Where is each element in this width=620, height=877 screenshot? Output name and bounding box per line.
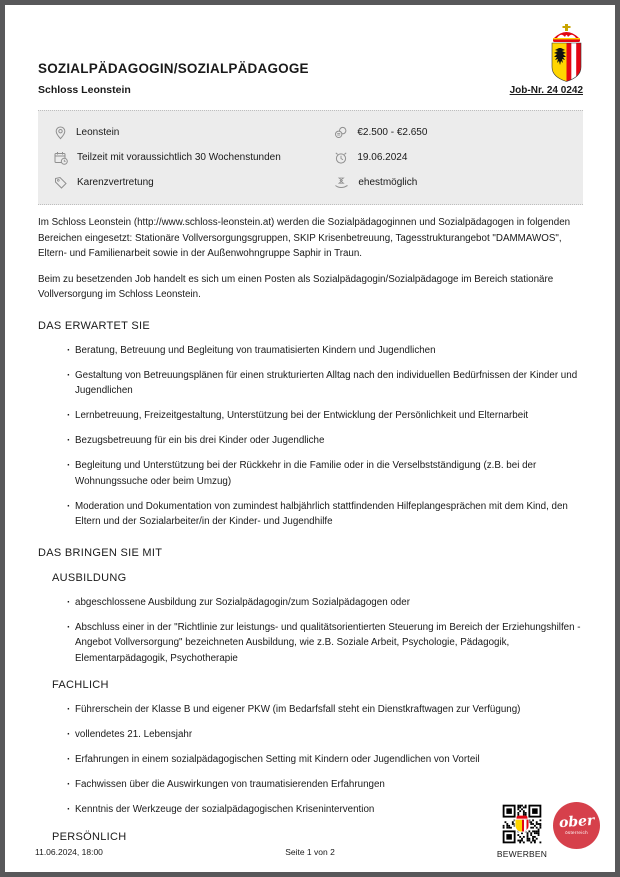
- fact-contract: [54, 176, 334, 189]
- section-heading-bringen: DAS BRINGEN SIE MIT: [38, 546, 163, 559]
- list-item: · Lernbetreuung, Freizeitgestaltung, Unterstützung bei der Entwicklung der Persönlichkeit und Elternarbeit: [38, 408, 583, 424]
- list-item: · vollendetes 21. Lebensjahr: [38, 727, 583, 743]
- alarm-clock-icon: [334, 151, 348, 165]
- calendar-clock-icon: [54, 151, 68, 165]
- list-item: · Moderation und Dokumentation von zumindest halbjährlich stattfindenden Hilfeplangesprächen mit dem Kind, den Eltern und der Sozialarbeiter/in der Kinder- und Jugendhilfe: [38, 499, 583, 530]
- tag-icon: [54, 176, 68, 189]
- erwartet-bullet-list: [38, 343, 583, 530]
- page-title: SOZIALPÄDAGOGIN/SOZIALPÄDAGOGE: [38, 61, 309, 76]
- intro-paragraph-1: Im Schloss Leonstein (http://www.schloss-leonstein.at) werden die Sozialpädagoginnen und Sozialpädagogen in folgenden Bereichen eingesetzt: Stationäre Vollversorgungsgruppen, SKIP Krisenbetreuung, Tagesstrukturangebot "DAMMAWOS", Eltern- und Familienarbeit sowie in der Außenwohngruppe Saphir in Traun.: [38, 217, 571, 259]
- intro-paragraph-2: Beim zu besetzenden Job handelt es sich um einen Posten als Sozialpädagogin/Sozialpädagoge im Bereich stationäre Vollversorgung im Schloss Leonstein.: [38, 273, 554, 300]
- fact-date-text: 19.06.2024: [357, 152, 408, 163]
- fact-salary-text: €2.500 - €2.650: [357, 127, 428, 138]
- footer-datetime: 11.06.2024, 18:00: [35, 847, 103, 857]
- fact-date: [334, 151, 583, 165]
- qr-center-coat-of-arms-icon: [516, 816, 529, 832]
- qr-code[interactable]: [499, 801, 545, 847]
- employer-name: Schloss Leonstein: [38, 84, 131, 96]
- page-indicator: Seite 1 von 2: [285, 847, 335, 857]
- list-item: · Begleitung und Unterstützung bei der Rückkehr in die Familie oder in die Verselbstständigung (z.B. bei der Wohnungssuche oder beim Umzug): [38, 458, 583, 489]
- list-item: · Abschluss einer in der "Richtlinie zur leistungs- und qualitätsorientierten Steuerung im Bereich der Erziehungshilfen - Angebot Vollversorgung" bezeichneten Ausbildung, wie z.B. Soziale Arbeit, Psychologie, Pädagogik, Elementarpädagogik, Psychotherapie: [38, 620, 583, 667]
- fact-contract-text: Karenzvertretung: [77, 177, 154, 188]
- list-item: · abgeschlossene Ausbildung zur Sozialpädagogin/zum Sozialpädagogen oder: [38, 595, 583, 611]
- fact-worktime-text: Teilzeit mit voraussichtlich 30 Wochenstunden: [77, 152, 281, 163]
- apply-label: BEWERBEN: [496, 849, 548, 859]
- subsection-heading-fachlich: FACHLICH: [52, 679, 109, 691]
- fact-location: [54, 126, 334, 140]
- job-number-link[interactable]: Job-Nr. 24 0242: [509, 85, 583, 96]
- subtitle-row: [38, 84, 583, 96]
- location-pin-icon: [54, 126, 67, 140]
- list-item: · Führerschein der Klasse B und eigener PKW (im Bedarfsfall steht ein Dienstkraftwagen zur Verfügung): [38, 702, 583, 718]
- apply-qr-block[interactable]: [493, 801, 551, 859]
- ausbildung-bullet-list: [38, 595, 583, 667]
- logo-subtext: österreich: [565, 830, 588, 835]
- page-content: [5, 5, 615, 872]
- fact-worktime: [54, 151, 334, 165]
- fact-location-text: Leonstein: [76, 127, 120, 138]
- coins-icon: [334, 126, 348, 139]
- upper-austria-coat-of-arms-icon: [547, 24, 586, 83]
- hand-hourglass-icon: [334, 176, 349, 189]
- fact-start-text: ehestmöglich: [358, 177, 418, 188]
- subsection-heading-persoenlich: PERSÖNLICH: [52, 830, 127, 843]
- list-item: · Beratung, Betreuung und Begleitung von traumatisierten Kindern und Jugendlichen: [38, 343, 583, 359]
- fact-salary: [334, 126, 583, 139]
- list-item: · Bezugsbetreuung für ein bis drei Kinder oder Jugendliche: [38, 433, 583, 449]
- list-item: · Fachwissen über die Auswirkungen von traumatisierenden Erfahrungen: [38, 777, 583, 793]
- fact-start: [334, 176, 583, 189]
- list-item: · Gestaltung von Betreuungsplänen für einen strukturierten Alltag nach den individuellen Bedürfnissen der Kinder und Jugendlichen: [38, 368, 583, 399]
- list-item: · Erfahrungen in einem sozialpädagogischen Setting mit Kindern oder Jugendlichen von Vorteil: [38, 752, 583, 768]
- section-heading-erwartet: DAS ERWARTET SIE: [38, 319, 150, 332]
- list-item: · Kenntnis der Werkzeuge der sozialpädagogischen Krisenintervention: [38, 802, 583, 818]
- logo-script-text: ober: [558, 812, 595, 832]
- subsection-heading-ausbildung: AUSBILDUNG: [52, 571, 127, 584]
- job-facts-box: [38, 110, 583, 205]
- oberoesterreich-logo: [553, 802, 600, 849]
